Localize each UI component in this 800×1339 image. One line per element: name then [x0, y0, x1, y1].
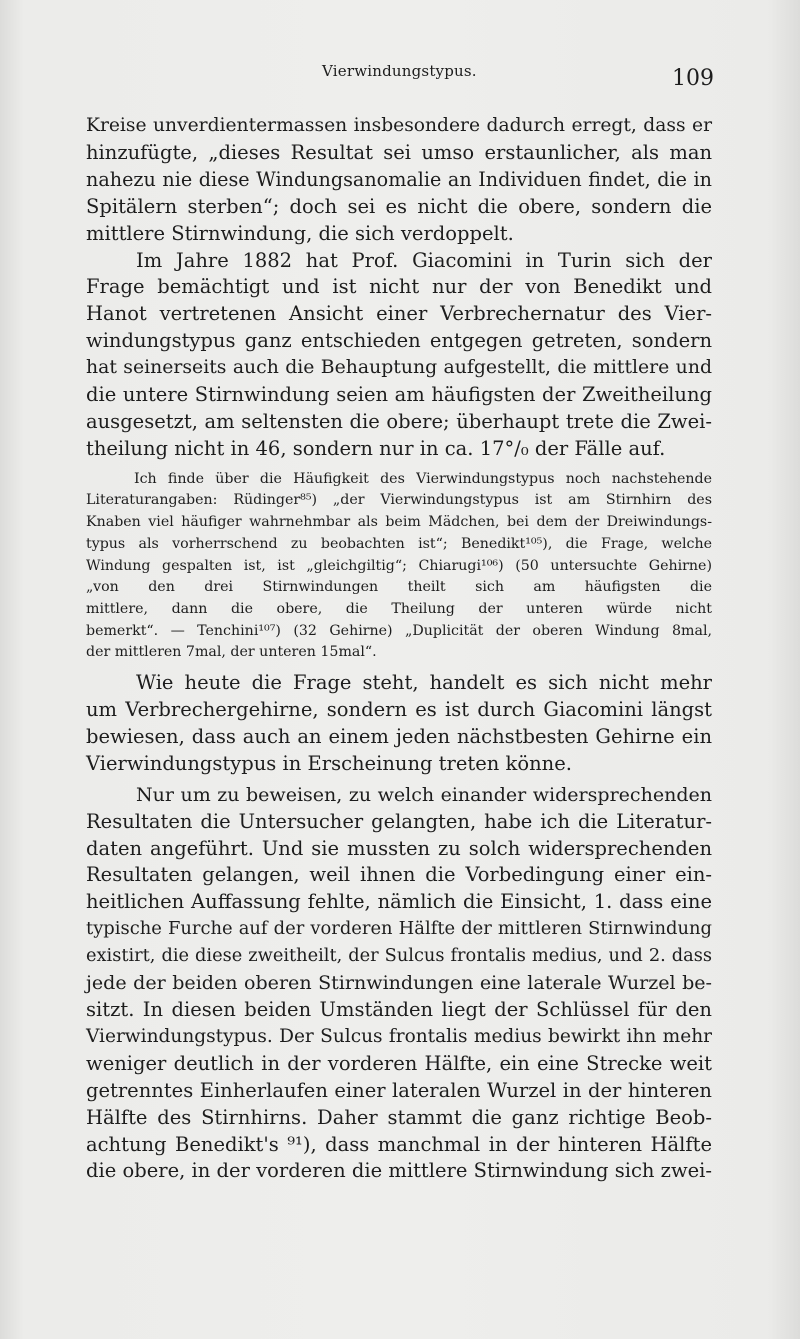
- text-line: hinzufügte, „dieses Resultat sei umso erstaunlicher, als man: [86, 140, 712, 164]
- paragraph-4: [86, 782, 712, 1186]
- text-line: Resultaten die Untersucher gelangten, habe ich die Literatur-: [86, 809, 712, 833]
- text-line: jede der beiden oberen Stirnwindungen eine laterale Wurzel be-: [86, 972, 712, 995]
- text-line: Vierwindungstypus. Der Sulcus frontalis medius bewirkt ihn mehr: [86, 1025, 712, 1047]
- text-line: bewiesen, dass auch an einem jeden nächstbesten Gehirne ein: [86, 724, 712, 748]
- body-text: [86, 113, 712, 1185]
- text-line: daten angeführt. Und sie mussten zu solch widersprechenden: [86, 836, 712, 860]
- paragraph-3: [86, 670, 712, 778]
- text-line: Hälfte des Stirnhirns. Daher stammt die ganz richtige Beob-: [86, 1105, 712, 1129]
- text-line: Frage bemächtigt und ist nicht nur der von Benedikt und: [86, 275, 712, 299]
- small-print-note: [86, 469, 712, 664]
- note-line: „von den drei Stirnwindungen theilt sich am häufigsten die: [86, 579, 712, 596]
- text-line: Vierwindungstypus in Erscheinung treten könne.: [86, 751, 572, 775]
- text-line: Resultaten gelangen, weil ihnen die Vorbedingung einer ein-: [86, 863, 712, 887]
- text-line: die untere Stirnwindung seien am häufigsten der Zweitheilung: [86, 383, 712, 407]
- text-line: Hanot vertretenen Ansicht einer Verbrechernatur des Vier-: [86, 302, 712, 326]
- text-line: mittlere Stirnwindung, die sich verdoppelt.: [86, 221, 514, 245]
- text-line: Nur um zu beweisen, zu welch einander widersprechenden: [136, 783, 712, 806]
- text-line: weniger deutlich in der vorderen Hälfte, ein eine Strecke weit: [86, 1051, 712, 1075]
- text-line: Wie heute die Frage steht, handelt es sich nicht mehr: [136, 671, 712, 695]
- note-line: Literaturangaben: Rüdinger⁸⁵) „der Vierwindungstypus ist am Stirnhirn des: [86, 492, 712, 509]
- text-line: die obere, in der vorderen die mittlere Stirnwindung sich zwei-: [86, 1159, 712, 1183]
- text-line: heitlichen Auffassung fehlte, nämlich die Einsicht, 1. dass eine: [86, 890, 712, 914]
- note-line: der mittleren 7mal, der unteren 15mal“.: [86, 644, 377, 661]
- text-line: nahezu nie diese Windungsanomalie an Individuen findet, die in: [86, 167, 712, 191]
- text-line: theilung nicht in 46, sondern nur in ca. 17°/₀ der Fälle auf.: [86, 436, 666, 460]
- page-header: [0, 60, 800, 90]
- paragraph-2: [86, 248, 712, 463]
- text-line: Spitälern sterben“; doch sei es nicht die obere, sondern die: [86, 194, 712, 218]
- note-line: bemerkt“. — Tenchini¹⁰⁷) (32 Gehirne) „Duplicität der oberen Windung 8mal,: [86, 622, 712, 639]
- note-line: Ich finde über die Häufigkeit des Vierwindungstypus noch nachstehende: [134, 470, 712, 487]
- text-line: sitzt. In diesen beiden Umständen liegt der Schlüssel für den: [86, 997, 712, 1021]
- note-line: Windung gespalten ist, ist „gleichgiltig“; Chiarugi¹⁰⁶) (50 untersuchte Gehirne): [86, 557, 712, 574]
- text-line: getrenntes Einherlaufen einer lateralen Wurzel in der hinteren: [86, 1078, 712, 1102]
- text-line: ausgesetzt, am seltensten die obere; überhaupt trete die Zwei-: [86, 409, 712, 433]
- text-line: typische Furche auf der vorderen Hälfte der mittleren Stirnwindung: [86, 918, 712, 940]
- note-line: mittlere, dann die obere, die Theilung der unteren würde nicht: [86, 601, 712, 617]
- text-line: Im Jahre 1882 hat Prof. Giacomini in Turin sich der: [136, 248, 712, 272]
- text-line: hat seinerseits auch die Behauptung aufgestellt, die mittlere und: [86, 357, 712, 379]
- text-line: achtung Benedikt's ⁹¹), dass manchmal in der hinteren Hälfte: [86, 1132, 712, 1156]
- text-line: Kreise unverdientermassen insbesondere dadurch erregt, dass er: [86, 115, 712, 136]
- page-number: 109: [672, 66, 714, 91]
- running-title: Vierwindungstypus.: [322, 62, 477, 80]
- text-line: um Verbrechergehirne, sondern es ist durch Giacomini längst: [86, 698, 712, 722]
- text-line: existirt, die diese zweitheilt, der Sulcus frontalis medius, und 2. dass: [86, 945, 712, 967]
- note-line: typus als vorherrschend zu beobachten ist“; Benedikt¹⁰⁵), die Frage, welche: [86, 535, 712, 552]
- note-line: Knaben viel häufiger wahrnehmbar als beim Mädchen, bei dem der Dreiwindungs-: [86, 514, 712, 531]
- paragraph-1: [86, 113, 712, 248]
- text-line: windungstypus ganz entschieden entgegen getreten, sondern: [86, 329, 712, 353]
